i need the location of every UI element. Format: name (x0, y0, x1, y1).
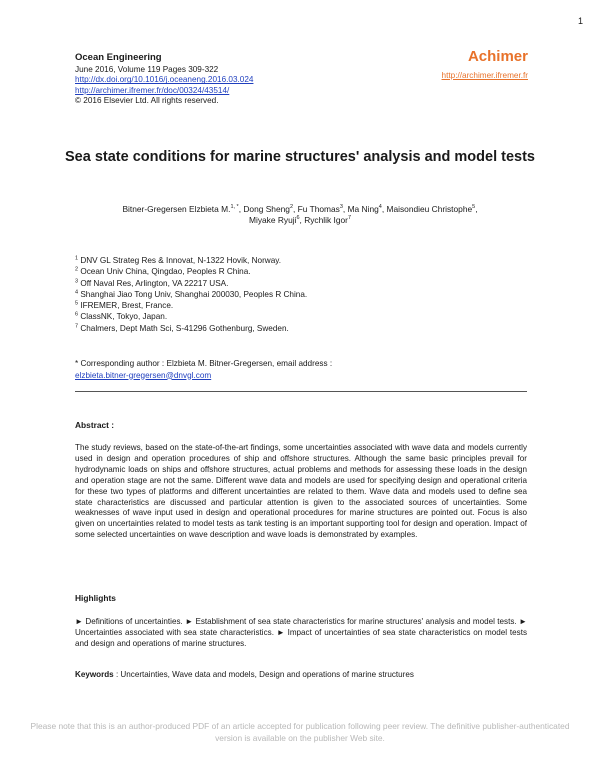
affiliation-item: $^6$ ClassNK, Tokyo, Japan. (75, 311, 168, 322)
author-name: Rychlik Igor (304, 215, 348, 226)
keywords-text: : Uncertainties, Wave data and models, Design and operations of marine structures (115, 670, 414, 679)
affiliation-item: $^4$ Shanghai Jiao Tong Univ, Shanghai 200030, Peoples R China. (75, 289, 308, 299)
archimer-link[interactable]: http://archimer.ifremer.fr/doc/00324/43514/ (75, 85, 230, 95)
issue-info: June 2016, Volume 119 Pages 309-322 (75, 65, 219, 74)
paper-title: Sea state conditions for marine structures' analysis and model tests (64, 149, 535, 165)
doi-link[interactable]: http://dx.doi.org/10.1016/j.oceaneng.2016.03.024 (75, 75, 254, 85)
author-sup: 1, * (230, 204, 239, 211)
author-list: Bitner-Gregersen Elzbieta M.$^{1, *}$, Dong Sheng$^2$, Fu Thomas$^3$, Ma Ning$^4$, Maisondieu Christophe$^5$, Miyake Ryuji$^6$, Rychlik Igor$^7$ (122, 204, 478, 226)
keywords (75, 670, 527, 681)
corresponding-author (75, 358, 332, 381)
author-sup: 6 (296, 215, 300, 222)
keywords-label: Keywords (75, 670, 114, 679)
affiliation-item: $^7$ Chalmers, Dept Math Sci, S-41296 Gothenburg, Sweden. (75, 323, 289, 333)
affiliation-item: $^2$ Ocean Univ China, Qingdao, Peoples R China. (75, 266, 251, 277)
author-sup: 5 (472, 204, 476, 211)
author-sup: 4 (378, 204, 382, 211)
affiliation-item: $^5$ IFREMER, Brest, France. (75, 300, 174, 311)
journal-name: Ocean Engineering (75, 52, 162, 63)
author-sup: 7 (347, 215, 351, 222)
author-name: Fu Thomas (297, 204, 340, 214)
corresponding-text: * Corresponding author : Elzbieta M. Bitner-Gregersen, email address : (75, 359, 333, 368)
author-name: Maisondieu Christophe (386, 204, 473, 214)
section-divider (75, 391, 527, 392)
highlights-text: ► Definitions of uncertainties. ► Establishment of sea state characteristics for marine structures' analysis and model tests. ► Uncertainties associated with sea state characteristics. ► Impact of uncertainties of sea state characteristics on model tests and design and operations of marine structures. (75, 617, 527, 648)
author-name: Miyake Ryuji (248, 215, 297, 226)
author-name: Ma Ning (347, 204, 379, 214)
author-name: Bitner-Gregersen Elzbieta M. (122, 204, 231, 214)
brand-url-link[interactable]: http://archimer.ifremer.fr (441, 71, 528, 80)
page-number: 1 (577, 16, 583, 26)
abstract-text: The study reviews, based on the state-of-the-art findings, some uncertainties associated with wave data and models currently used in design and operation procedures of ship and offshore structures. Although the same basic principles prevail for hydrodynamic loads on ships and offshore structures, actual problems and methods for assessing these loads in the design and operation stage are not the same. Different wave data and models are used for specifying design and operational criteria for these two types of platforms and different uncertainties are related to them. Wave data and models used to define sea state characteristics are discussed and particular attention is given to the associated sources of uncertainties. Some weaknesses of wave input used in design and operational procedures for marine structures are pointed out. Focus is also given on uncertainties related to model tests as tank testing is an important supporting tool for design and operation. Impact of some selected uncertainties on wave description and wave loads is demonstrated by examples. (75, 443, 527, 540)
footer-notice: Please note that this is an author-produced PDF of an article accepted for publication following peer review. The definitive publisher-authenticated version is available on the publisher Web site. (30, 721, 570, 743)
copyright: © 2016 Elsevier Ltd. All rights reserved. (75, 96, 219, 106)
author-name: Dong Sheng (243, 204, 290, 214)
brand-logo-text: Achimer (467, 48, 528, 65)
affiliation-item: $^3$ Off Naval Res, Arlington, VA 22217 USA. (75, 277, 229, 288)
affiliation-item: $^1$ DNV GL Strateg Res & Innovat, N-1322 Hovik, Norway. (75, 255, 282, 265)
affiliations (75, 255, 307, 334)
email-link[interactable]: elzbieta.bitner-gregersen@dnvgl.com (75, 370, 212, 380)
author-sup: 2 (289, 204, 293, 211)
archimer-brand (442, 48, 528, 83)
highlights-heading: Highlights (75, 593, 116, 603)
publication-meta (75, 65, 253, 107)
abstract-heading: Abstract : (75, 420, 115, 430)
author-sup: 3 (339, 204, 343, 211)
